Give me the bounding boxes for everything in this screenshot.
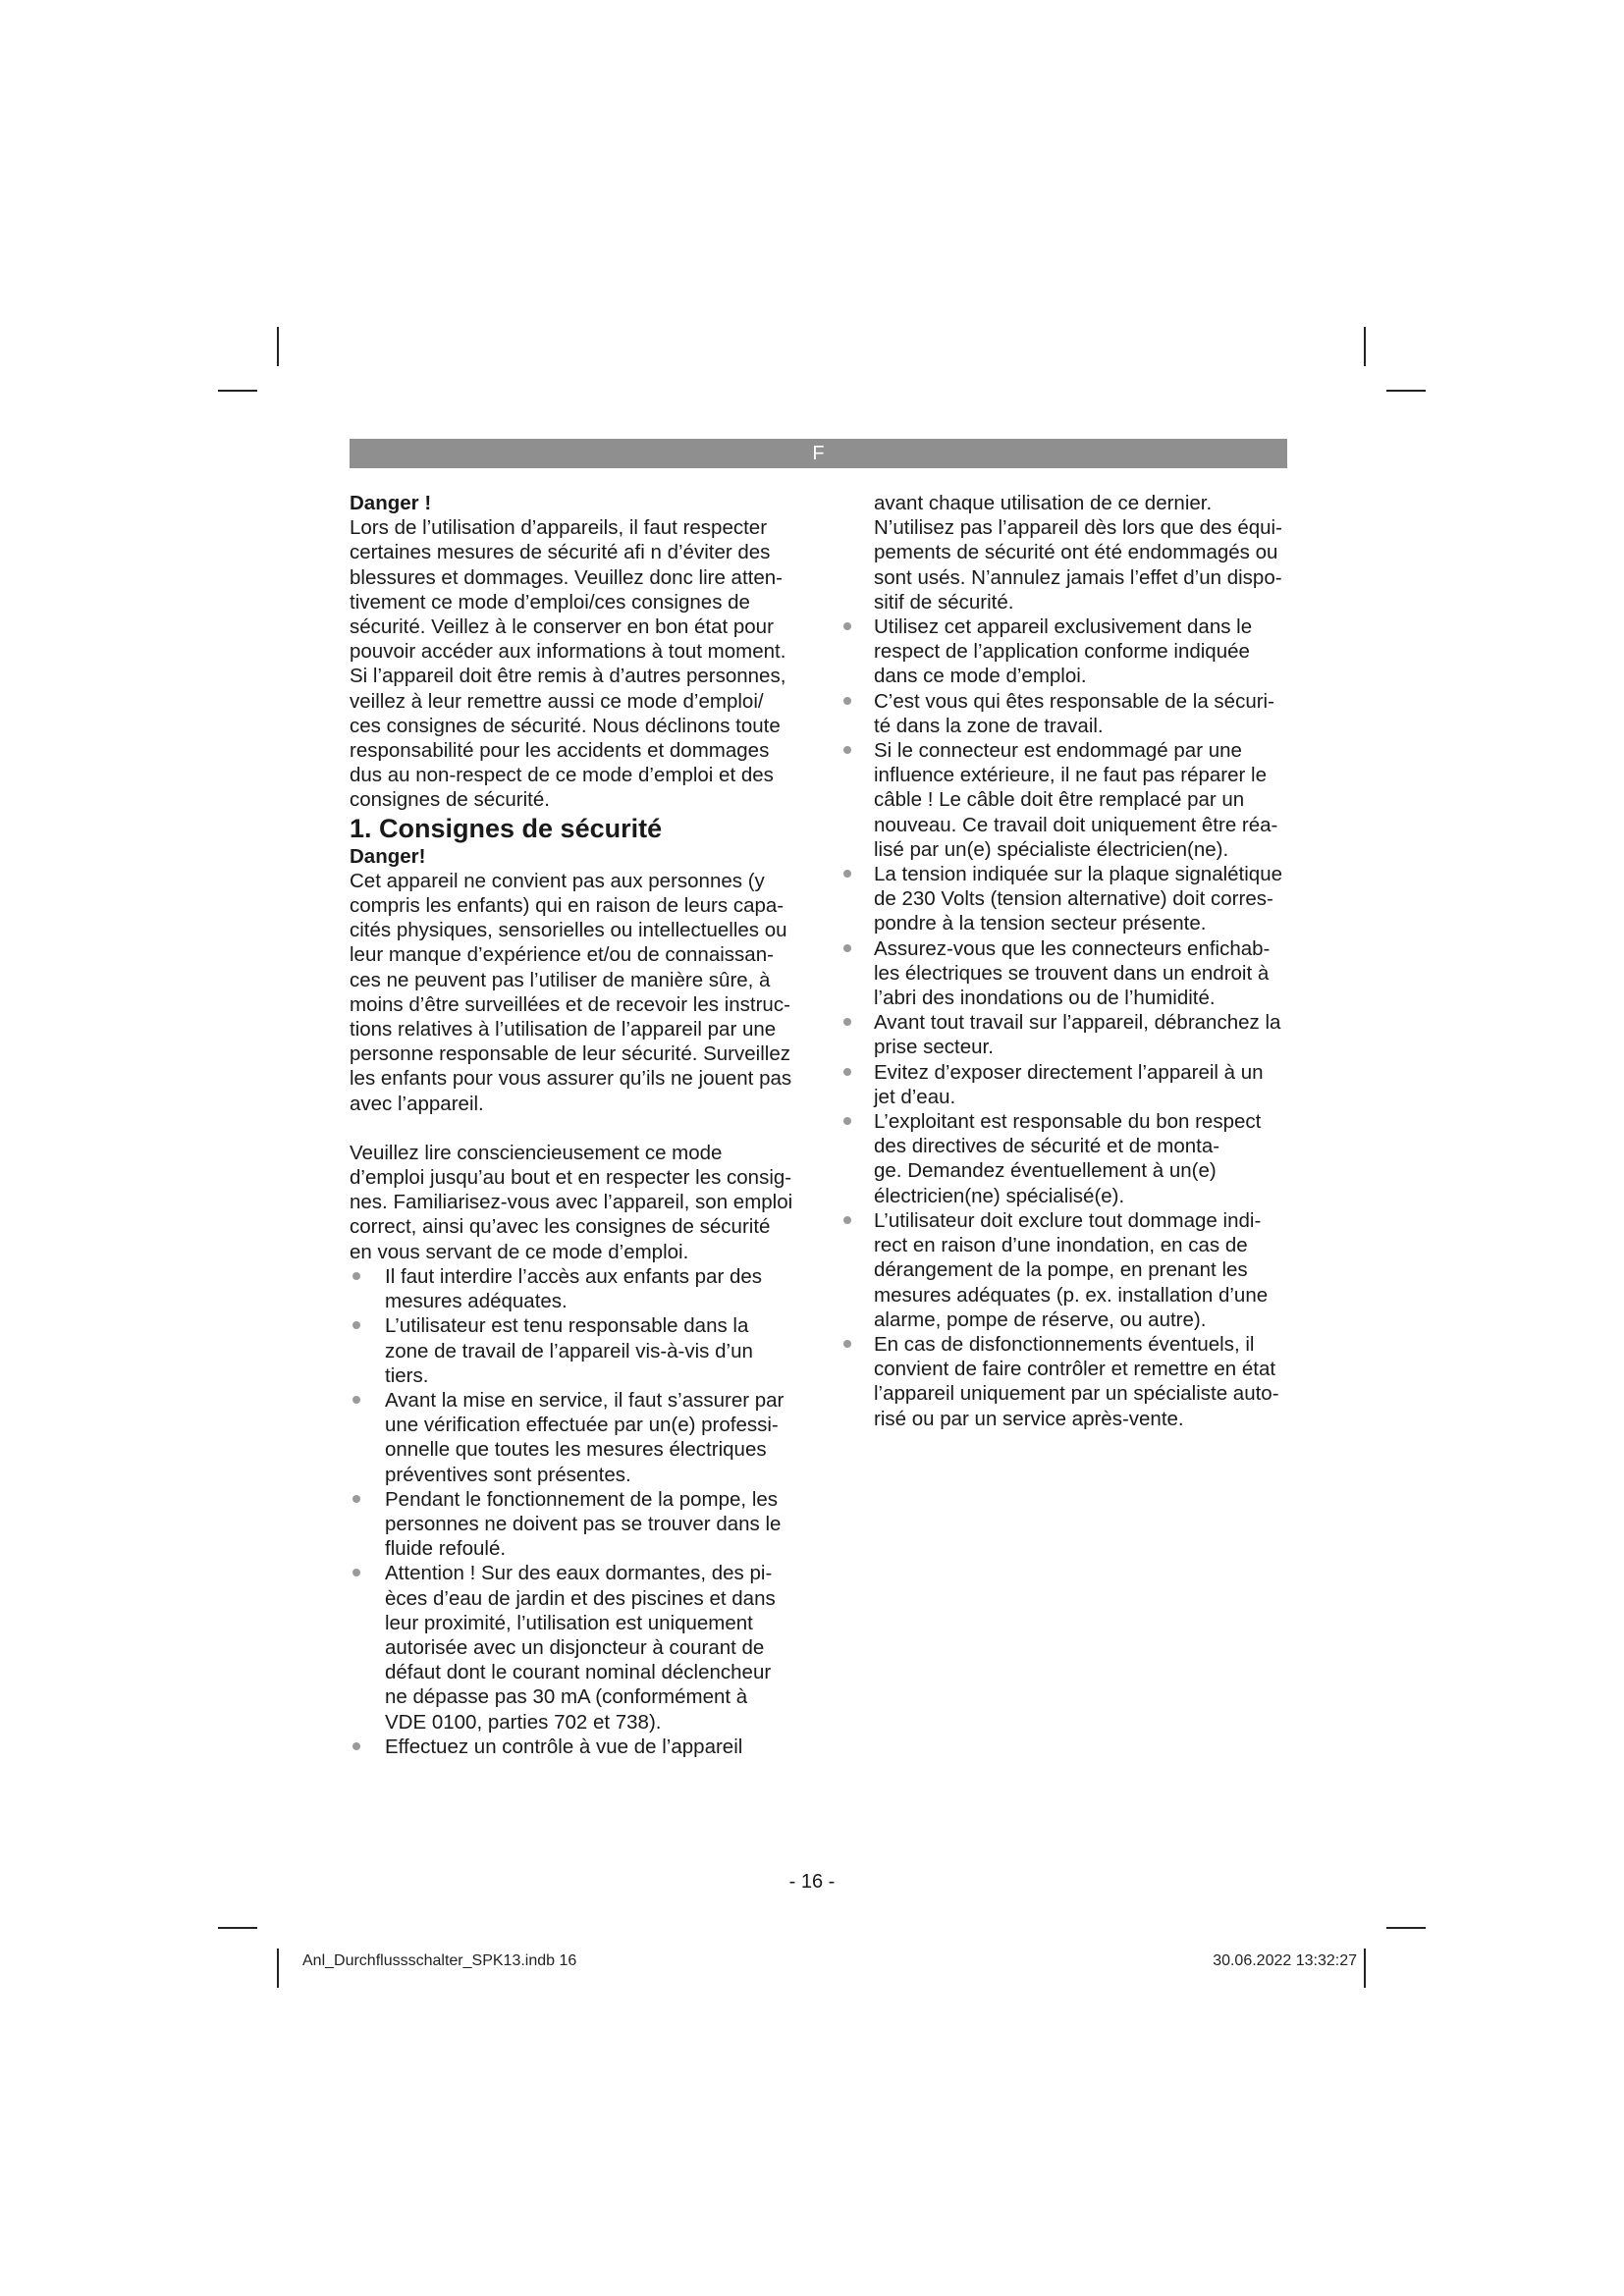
footer-file-name: Anl_Durchflussschalter_SPK13.indb 16: [302, 1952, 577, 1969]
list-item: C’est vous qui êtes responsable de la sécuri- té dans la zone de travail.: [851, 689, 1288, 738]
intro-danger-heading: Danger !: [350, 492, 432, 514]
language-header-band: [350, 439, 1287, 468]
crop-mark-top-left-horizontal: [218, 390, 257, 392]
list-item: Evitez d’exposer directement l’appareil à un jet d’eau.: [851, 1060, 1288, 1109]
list-item: Pendant le fonctionnement de la pompe, les personnes ne doivent pas se trouver dans le fluide refoulé.: [350, 1487, 799, 1562]
list-item: Avant tout travail sur l’appareil, débranchez la prise secteur.: [851, 1010, 1288, 1059]
language-code: F: [812, 443, 825, 464]
crop-mark-top-right-horizontal: [1386, 390, 1426, 392]
list-item: Utilisez cet appareil exclusivement dans le respect de l’application conforme indiquée dans ce mode d’emploi.: [851, 614, 1288, 689]
danger-paragraph: Cet appareil ne convient pas aux personnes (y compris les enfants) qui en raison de leurs capa- cités physiques, sensorielles ou intellectuelles ou leur manque d’expérience et/ou de connaissan- ces ne peuvent pas l’utiliser de manière sûre, à moins d’être surveillées et de recevoir les instruc- tions relatives à l’utilisation de l’appareil par une personne responsable de leur sécurité. Surveillez les enfants pour vous assurer qu’ils ne jouent pas avec l’appareil.: [350, 869, 792, 1115]
section-heading: 1. Consignes de sécurité: [350, 813, 663, 843]
list-item: L’utilisateur est tenu responsable dans la zone de travail de l’appareil vis-à-vis d’un tiers.: [350, 1313, 799, 1388]
intro-paragraph: Lors de l’utilisation d’appareils, il faut respecter certaines mesures de sécurité afi n d’éviter des blessures et dommages. Veuillez donc lire atten- tivement ce mode d’emploi/ces consignes de sécurité. Veillez à le conserver en bon état pour pouvoir accéder aux informations à tout moment. Si l’appareil doit être remis à d’autres personnes, veillez à leur remettre aussi ce mode d’emploi/ ces consignes de sécurité. Nous déclinons toute responsabilité pour les accidents et dommages dus au non-respect de ce mode d’emploi et des consignes de sécurité.: [350, 516, 786, 812]
left-column: [350, 491, 799, 1759]
list-item: L’utilisateur doit exclure tout dommage indi- rect en raison d’une inondation, en cas de dérangement de la pompe, en prenant les mesures adéquates (p. ex. installation d’une alarme, pompe de réserve, ou autre).: [851, 1208, 1288, 1332]
crop-mark-top-right-vertical: [1364, 327, 1366, 366]
list-item: L’exploitant est responsable du bon respect des directives de sécurité et de monta- ge. Demandez éventuellement à un(e) électricien(ne) spécialisé(e).: [851, 1109, 1288, 1208]
continuation-paragraph: avant chaque utilisation de ce dernier. N’utilisez pas l’appareil dès lors que des équi- pements de sécurité ont été endommagés ou sont usés. N’annulez jamais l’effet d’un dispo- sitif de sécurité.: [874, 492, 1282, 614]
list-item: Avant la mise en service, il faut s’assurer par une vérification effectuée par un(e) professi- onnelle que toutes les mesures électriques préventives sont présentes.: [350, 1388, 799, 1487]
read-instructions-paragraph: Veuillez lire consciencieusement ce mode d’emploi jusqu’au bout et en respecter les consig- nes. Familiarisez-vous avec l’appareil, son emploi correct, ainsi qu’avec les consignes de sécurité en vous servant de ce mode d’emploi.: [350, 1141, 793, 1263]
crop-mark-bottom-left-horizontal: [218, 1927, 257, 1929]
right-column: [851, 491, 1288, 1431]
crop-mark-top-left-vertical: [277, 327, 279, 366]
list-item: Attention ! Sur des eaux dormantes, des pi- èces d’eau de jardin et des piscines et dans leur proximité, l’utilisation est uniquement autorisée avec un disjoncteur à courant de défaut dont le courant nominal déclencheur ne dépasse pas 30 mA (conformément à VDE 0100, parties 702 et 738).: [350, 1561, 799, 1734]
page-number: - 16 -: [788, 1871, 836, 1893]
list-item: Effectuez un contrôle à vue de l’appareil: [350, 1735, 799, 1759]
list-item: Assurez-vous que les connecteurs enfichab- les électriques se trouvent dans un endroit à l’abri des inondations ou de l’humidité.: [851, 936, 1288, 1011]
danger-heading: Danger!: [350, 844, 426, 868]
list-item: Si le connecteur est endommagé par une influence extérieure, il ne faut pas réparer le câble ! Le câble doit être remplacé par un nouveau. Ce travail doit uniquement être réa- lisé par un(e) spécialiste électricien(ne).: [851, 738, 1288, 862]
crop-mark-bottom-right-horizontal: [1386, 1927, 1426, 1929]
footer-datetime: 30.06.2022 13:32:27: [1213, 1952, 1357, 1969]
safety-bullet-list-left: [350, 1264, 799, 1759]
list-item: La tension indiquée sur la plaque signalétique de 230 Volts (tension alternative) doit corres- pondre à la tension secteur présente.: [851, 862, 1288, 936]
crop-mark-bottom-left-vertical: [277, 1949, 279, 1988]
safety-bullet-list-right: [851, 614, 1288, 1431]
list-item: Il faut interdire l’accès aux enfants par des mesures adéquates.: [350, 1264, 799, 1313]
crop-mark-bottom-right-vertical: [1364, 1949, 1366, 1988]
list-item: En cas de disfonctionnements éventuels, il convient de faire contrôler et remettre en état l’appareil uniquement par un spécialiste auto- risé ou par un service après-vente.: [851, 1332, 1288, 1431]
